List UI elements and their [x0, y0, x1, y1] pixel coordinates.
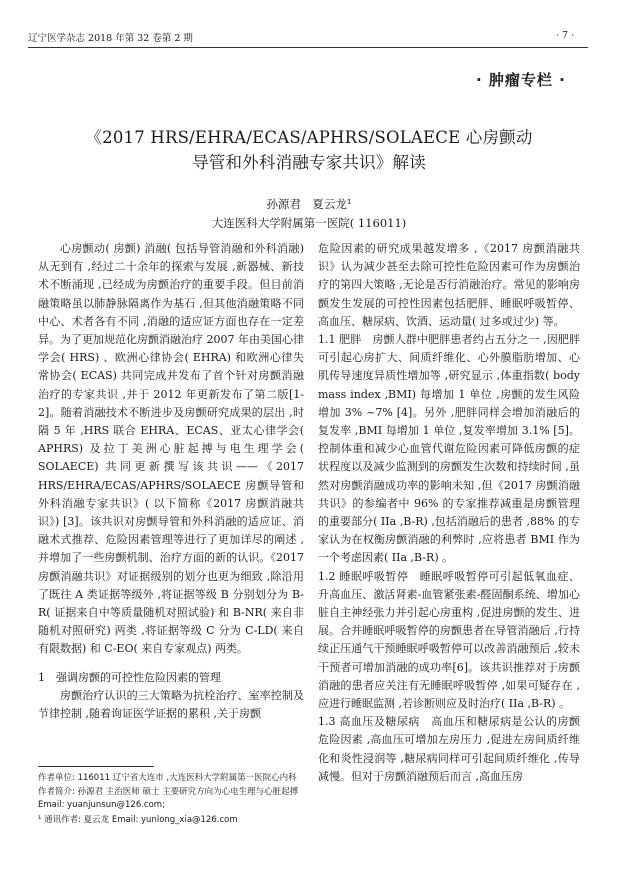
affiliation: 大连医科大学附属第一医院( 116011): [211, 216, 407, 230]
article-title-line-2: 导管和外科消融专家共识》解读: [192, 153, 426, 172]
section-heading: 1 强调房颤的可控性危险因素的管理: [38, 670, 221, 684]
footnote-affiliation: 作者单位: 116011 辽宁省大连市 ,大连医科大学附属第一医院心内科: [38, 773, 297, 783]
page-number: · 7 ·: [556, 30, 575, 41]
header-rule: [28, 47, 588, 48]
body-paragraph: 危险因素的研究成果越发增多 ,《2017 房颤消融共识》认为减少甚至去除可控性危险因素可作为房颤治疗的第四大策略 ,无论是否行消融治疗。常见的影响房颤发生发展的可控性因素包括肥胖、睡眠呼吸暂停、高血压、糖尿病、饮酒、运动量( 过多或过少) 等。: [318, 242, 580, 328]
footnote-correspondence: ¹ 通讯作者: 夏云龙 Email: yunlong_xia@126.com: [38, 815, 238, 825]
journal-header: 辽宁医学杂志 2018 年第 32 卷第 2 期: [28, 33, 193, 44]
subsection-paragraph: 1.3 高血压及糖尿病 高血压和糖尿病是公认的房颤危险因素 ,高血压可增加左房压力 ,促进左房间质纤维化和炎性浸润等 ,糖尿病同样可引起间质纤维化 ,传导减慢。但对于房颤消融预后而言 ,高血压房: [318, 715, 580, 783]
subsection-paragraph: 1.1 肥胖 房颤人群中肥胖患者约占五分之一 ,因肥胖可引起心房扩大、间质纤维化、心外膜脂肪增加、心肌传导速度异质性增加等 ,研究显示 ,体重指数( body mass index ,BMI) 每增加 1 单位 ,房颤的发生风险增加 3% ~7% [4]。另外 ,肥胖同样会增加消融后的复发率 ,BMI 每增加 1 单位 ,复发率增加 3.1% [5]。控制体重和减少心血管代谢危险因素可降低房颤的症状程度以及减少监测到的房颤发生次数和持续时间 ,虽然对房颤消融成功率的影响未知 ,但《2017 房颤消融共识》的参编者中 96% 的专家推荐减重是房颤管理的重要部分( IIa ,B-R) ,包括消融后的患者 ,88% 的专家认为在权衡房颤消融的利弊时 ,应将患者 BMI 作为一个考虑因素( IIa ,B-R) 。: [318, 333, 580, 565]
footnote-bio: 作者简介: 孙源君 主治医师 硕士 主要研究方向为心电生理与心脏起搏 Email: yuanjunsun@126.com;: [38, 787, 299, 810]
section-label: · 肿瘤专栏 ·: [476, 71, 566, 89]
right-column: [318, 240, 580, 786]
body-paragraph: 房颤治疗认识的三大策略为抗栓治疗、室率控制及节律控制 ,随着询证医学证据的累积 ,关于房颤: [38, 688, 304, 721]
body-paragraph: 心房颤动( 房颤) 消融( 包括导管消融和外科消融) 从无到有 ,经过二十余年的探索与发展 ,新器械、新技术不断涌现 ,已经成为房颤治疗的重要手段。但目前消融策略虽以肺静脉隔离作为基石 ,但其他消融策略不同中心、术者各有不同 ,消融的适应证方面也存在一定差异。为了更加规范化房颤消融治疗 2007 年由美国心律学会( HRS) 、欧洲心律协会( EHRA) 和欧洲心律失常协会( ECAS) 共同完成并发布了首个针对房颤消融治疗的专家共识 ,并于 2012 年更新发布了第二版[1-2]。随着消融技术不断进步及房颤研究成果的层出 ,时隔 5 年 ,HRS 联合 EHRA、ECAS、亚太心律学会( APHRS) 及拉丁美洲心脏起搏与电生理学会( SOLAECE) 共同更新撰写该共识——《2017 HRS/EHRA/ECAS/APHRS/SOLAECE 房颤导管和外科消融专家共识》( 以下简称《2017 房颤消融共识》) [3]。该共识对房颤导管和外科消融的适应证、消融术式推荐、危险因素管理等进行了更加详尽的阐述 ,并增加了一些房颤机制、治疗方面的新的认识。《2017 房颤消融共识》对证据级别的划分也更为细致 ,除沿用了既往 A 类证据等级外 ,将证据等级 B 分别划分为 B-R( 证据来自中等质量随机对照试验) 和 B-NR( 来自非随机对照研究) 两类 ,将证据等级 C 分为 C-LD( 来自有限数据) 和 C-EO( 来自专家观点) 两类。: [38, 242, 304, 656]
subsection-paragraph: 1.2 睡眠呼吸暂停 睡眠呼吸暂停可引起低氧血症、升高血压、激活肾素-血管紧张素-醛固酮系统、增加心脏自主神经张力并引起心房重构 ,促进房颤的发生、进展。合并睡眠呼吸暂停的房颤患者在导管消融后 ,行持续正压通气干预睡眠呼吸暂停可以改善消融预后 ,较未干预者可增加消融的成功率[6]。该共识推荐对于房颤消融的患者应关注有无睡眠呼吸暂停 ,如果可疑存在 ,应进行睡眠监测 ,若诊断则应及时治疗( IIa ,B-R) 。: [318, 569, 580, 711]
article-title-line-1: 《2017 HRS/EHRA/ECAS/APHRS/SOLAECE 心房颤动: [85, 128, 533, 147]
authors: 孙源君 夏云龙¹: [266, 197, 352, 211]
footnote-rule: [38, 766, 154, 767]
left-column: [38, 240, 304, 723]
